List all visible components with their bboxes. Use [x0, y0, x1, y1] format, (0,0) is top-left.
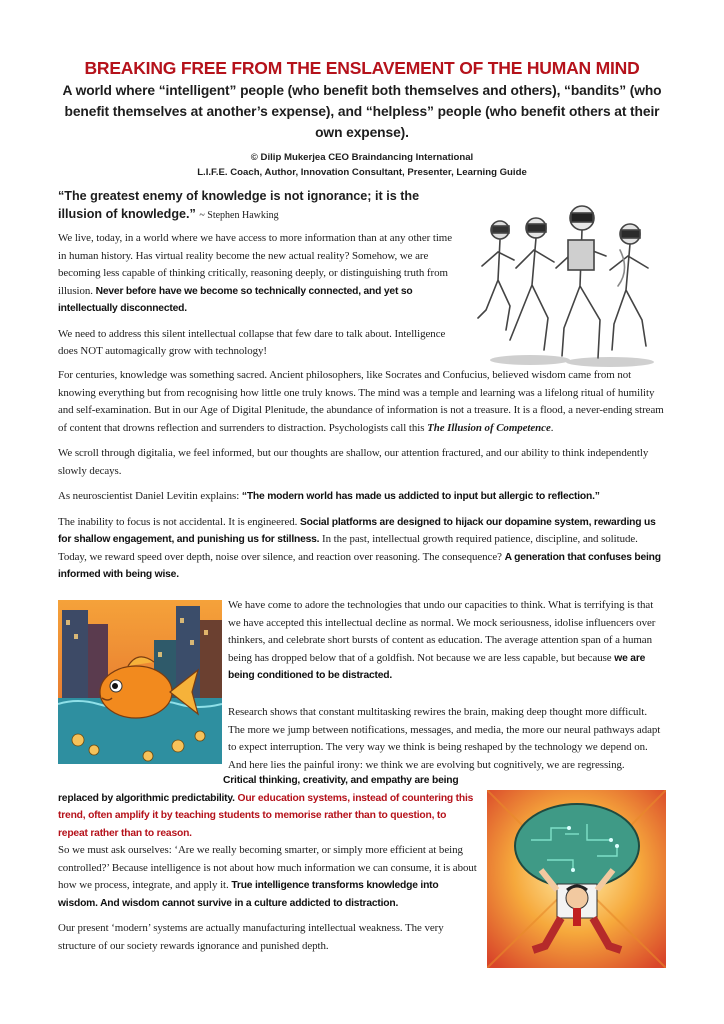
paragraph-2: We need to address this silent intellectual collapse that few dare to talk about. Intelligence does NOT automagically grow with technology!: [58, 327, 446, 357]
paragraph-7-emphasis: we are being conditioned to be distracted.: [228, 652, 646, 681]
paragraph-6-text-2: In the past, intellectual growth required patience, discipline, and solitude. Today, we reward speed over depth, noise over silence, and reaction over reasoning. The consequence?: [58, 533, 638, 563]
credit-line-2: L.I.F.E. Coach, Author, Innovation Consultant, Presenter, Learning Guide: [197, 167, 527, 178]
paragraph-1: [58, 230, 460, 318]
paragraph-6: [58, 514, 666, 584]
paragraph-8-text: So we must ask ourselves: ‘Are we really becoming smarter, or simply more efficient at being controlled?’ Because intelligence is not about how much information we can consume, it is about how we process, integrate, and apply it.: [58, 844, 477, 891]
paragraph-7-text: We have come to adore the technologies that undo our capacities to think. What is terrifying is that we have accepted this intellectual decline as normal. We mock seriousness, idolise influencers over thinkers, and celebrate short bursts of content as education. The average attention span of a human being has dropped below that of a goldfish. Not because we are less capable, but because: [228, 599, 656, 664]
paragraph-6-emphasis-2: A generation that confuses being informed with being wise.: [58, 551, 661, 580]
paragraph-3: [58, 367, 666, 437]
author-credit: [0, 150, 724, 180]
paragraph-7: [228, 597, 666, 685]
paragraph-8-bold-run: [58, 772, 478, 842]
paragraph-5: [58, 488, 666, 506]
paragraph-9: Our present ‘modern’ systems are actually manufacturing intellectual weakness. The very structure of our society rewards ignorance and punished depth.: [58, 922, 444, 952]
goldfish-illustration: [58, 600, 222, 764]
page-title: BREAKING FREE FROM THE ENSLAVEMENT OF THE HUMAN MIND: [84, 58, 640, 78]
true-intelligence-emphasis: True intelligence transforms knowledge into wisdom. And wisdom cannot survive in a culture addicted to distraction.: [58, 880, 439, 909]
intro-column: [58, 230, 460, 369]
paragraph-3-text: For centuries, knowledge was something sacred. Ancient philosophers, like Socrates and Confucius, believed wisdom came from not knowing everything but from recognising how little one truly knows. The mind was a temple and learning was a lifelong ritual of humility and self-examination. But in our Age of Digital Plenitude, the abundance of information is not a treasure. It is a flood, a never-ending stream of content that drowns reflection and surrenders to distraction. Psychologists call this: [58, 369, 664, 434]
page-subtitle: A world where “intelligent” people (who benefit both themselves and others), “bandits” (who benefit themselves at another’s expense), and “helpless” people (who benefit others at their own expense).: [62, 83, 662, 140]
levitin-quote: “The modern world has made us addicted to input but allergic to reflection.”: [241, 491, 600, 502]
quote-text: “The greatest enemy of knowledge is not ignorance; it is the illusion of knowledge.”: [58, 189, 420, 221]
paragraph-6-text: The inability to focus is not accidental. It is engineered.: [58, 515, 298, 528]
paragraph-8-tail: [58, 842, 478, 912]
paragraph-6-emphasis-1: Social platforms are designed to hijack our dopamine system, rewarding us for shallow engagement, and punishing us for stillness.: [58, 516, 656, 545]
opening-quote: [58, 187, 458, 225]
main-text-block: [58, 367, 666, 592]
brain-burden-illustration: [487, 790, 666, 968]
paragraph-1-emphasis: Never before have we become so technically connected, and yet so intellectually disconnected.: [58, 285, 413, 314]
paragraph-8-emphasis: Critical thinking, creativity, and empathy are being replaced by algorithmic predictability.: [58, 775, 459, 804]
education-systems-emphasis: Our education systems, instead of countering this trend, often amplify it by teaching students to memorise rather than to question, to repeat rather than to reason.: [58, 792, 474, 839]
paragraph-8-intro: Research shows that constant multitasking rewires the brain, making deep thought more difficult. The more we jump between notifications, messages, and media, the more our neural pathways adapt to expect interruption. The very way we think is being reshaped by the technology we depend on. And here lies the painful irony: we think we are evolving but cognitively, we are regressing.: [228, 706, 661, 771]
paragraph-5-text: As neuroscientist Daniel Levitin explains:: [58, 490, 240, 502]
credit-line-1: © Dilip Mukerjea CEO Braindancing International: [250, 152, 474, 163]
quote-author: ~ Stephen Hawking: [199, 210, 279, 221]
illusion-of-competence: The Illusion of Competence: [427, 421, 551, 434]
paragraph-1-text: We live, today, in a world where we have access to more information than at any other time in human history. Has virtual reality become the new actual reality? Somehow, we are becoming less capable of thinking critically, reasoning deeply, or distinguishing truth from illusion.: [58, 232, 453, 297]
vr-runners-illustration: [470, 190, 666, 372]
goldfish-column: [228, 597, 666, 693]
paragraph-3-end: .: [550, 421, 554, 434]
paragraph-4: We scroll through digitalia, we feel informed, but our thoughts are shallow, our attention fractured, and our ability to think independently slowly decays.: [58, 447, 649, 477]
paragraph-8-continuation: [58, 772, 478, 963]
paragraph-8-upper: [228, 704, 666, 774]
